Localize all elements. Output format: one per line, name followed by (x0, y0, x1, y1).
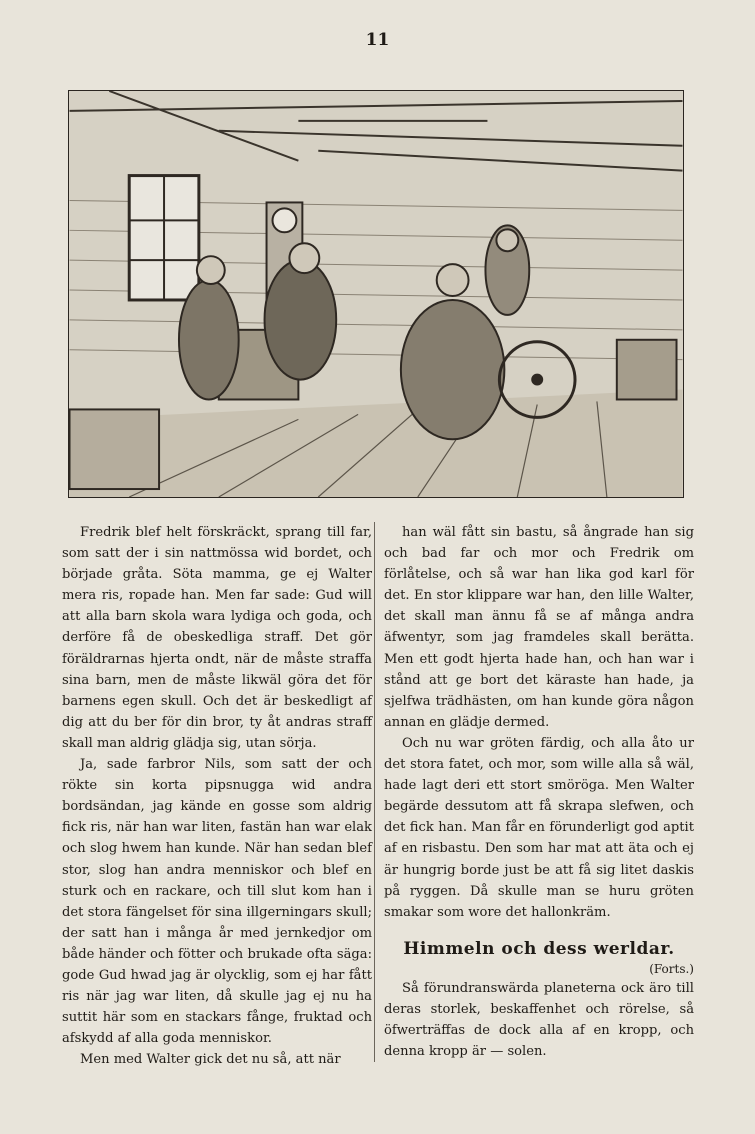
column-divider (374, 522, 375, 1062)
paragraph: Så förundranswärda planeterna ock äro till deras storlek, beskaffenhet och rörelse, så öfwerträffas de dock alla af en kropp, och denna kropp är — solen. (384, 980, 694, 1060)
paragraph: Och nu war gröten färdig, och alla åto ur det stora fatet, och mor, som wille alla så wäl, hade lagt deri ett stort smöröga. Men Walter begärde dessutom att få skrapa slefwen, och det fick han. Man får en förunderligt god aptit af en risbastu. Den som har mat att äta och ej är hungrig borde just be att få sig litet daskis på ryggen. Då skulle man se huru gröten smakar som wore det hallonkräm. (384, 735, 694, 920)
paragraph: Fredrik blef helt förskräckt, sprang till far, som satt der i sin nattmössa wid bordet, och började gråta. Söta mamma, ge ej Walter mera ris, ropade han. Men far sade: Gud will att alla barn skola wara lydiga och goda, och derföre få de obeskedliga straff. Det gör föräldrarnas hjerta ondt, när de måste straffa sina barn, men de måste likwäl göra det för barnens egen skull. Och det är beskedligt af dig att du ber för din bror, ty åt andras straff skall man aldrig glädja sig, utan sörja. (62, 525, 372, 751)
paragraph: Ja, sade farbror Nils, som satt der och rökte sin korta pipsnugga wid andra bordsändan, jag kände en gosse som aldrig fick ris, när han war liten, fastän han war elak och slog hwem han kunde. När han sedan blef stor, slog han andra menniskor och blef en sturk och en rackare, och till slut kom han i det stora fängelset för sina illgerningars skull; der satt han i många år med jernkedjor om både händer och fötter och brukade ofta säga: gode Gud hwad jag är olycklig, som ej har fått ris när jag war liten, då skulle jag ej nu ha suttit här som en stackars fånge, fruktad och afskydd af alla goda menniskor. (62, 757, 372, 1047)
paragraph: han wäl fått sin bastu, så ångrade han sig och bad far och mor och Fredrik om förlåtelse, och så war han lika god karl för det. En stor klippare war han, den lille Walter, det skall man ännu få se af många andra äfwentyr, som jag framdeles skall berätta. Men ett godt hjerta hade han, och han war i stånd att ge bort det käraste han hade, ja sjelfwa trädhästen, om han kunde göra någon annan en glädje dermed. (384, 525, 694, 730)
left-text-column (62, 522, 372, 1070)
engraving-illustration (68, 90, 684, 498)
page-number: 11 (365, 30, 390, 50)
right-text-column (384, 522, 694, 1062)
section-title: Himmeln och dess werldar. (403, 938, 675, 959)
section-note: (Forts.) (649, 961, 694, 976)
family-room-scene-icon (69, 91, 683, 497)
paragraph: Men med Walter gick det nu så, att när (80, 1052, 341, 1068)
